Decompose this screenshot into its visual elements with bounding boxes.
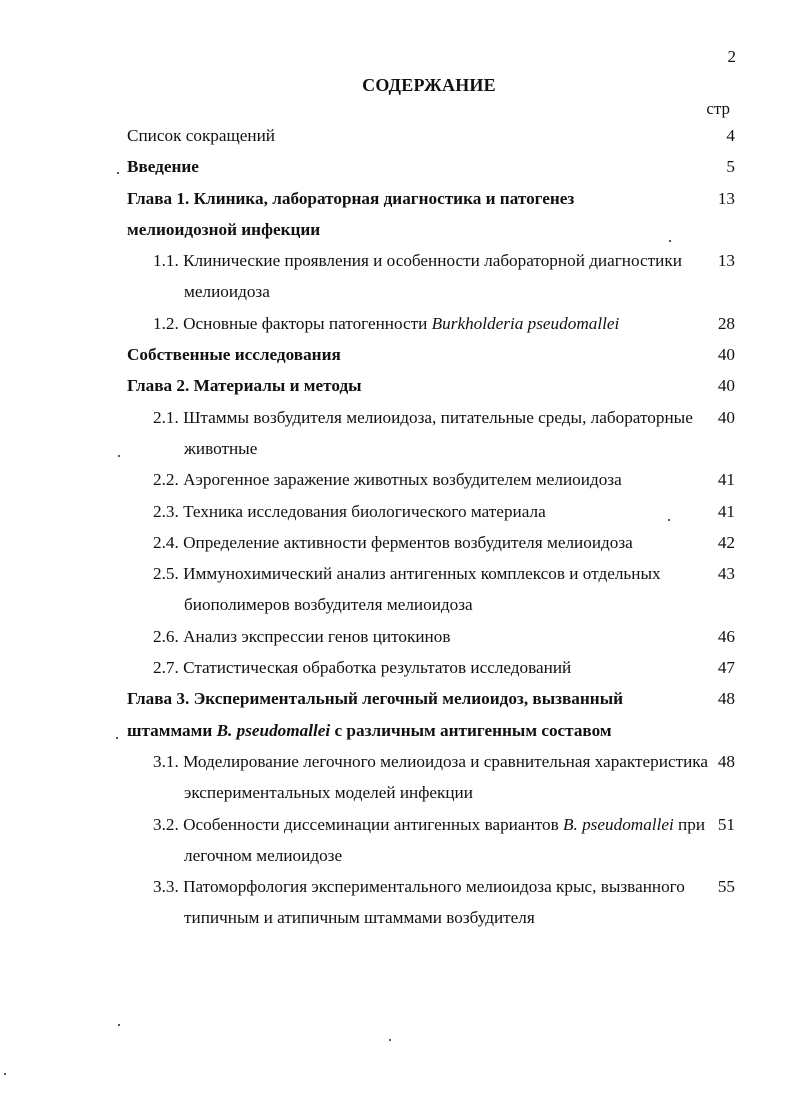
scan-speck (118, 1024, 120, 1026)
toc-entry[interactable] (0, 621, 791, 652)
toc-entry-text: 2.7. Статистическая обработка результатов исследований (153, 658, 572, 678)
toc-entry-text: 2.3. Техника исследования биологического материала (153, 501, 546, 521)
toc-entry-page: 4 (726, 126, 735, 145)
toc-entry-page: 48 (717, 751, 735, 771)
toc-entry[interactable] (0, 652, 791, 683)
toc-entry-text: 1.2. Основные факторы патогенности Burkholderia pseudomallei (153, 313, 620, 333)
toc-entry-text: 2.5. Иммунохимический анализ антигенных комплексов и отдельных биополимеров возбудителя мелиоидоза (153, 564, 661, 615)
scan-speck (669, 240, 671, 242)
toc-entry[interactable] (0, 308, 791, 339)
toc-entry-text: Глава 2. Материалы и методы (127, 376, 362, 396)
scan-speck (389, 1039, 391, 1041)
toc-entry-text: Список сокращений (127, 126, 275, 145)
toc-entry-page: 28 (717, 313, 735, 333)
page-number: 2 (727, 47, 736, 66)
toc-entry-text: 2.1. Штаммы возбудителя мелиоидоза, питательные среды, лабораторные животные (153, 407, 693, 458)
scan-speck (668, 519, 670, 521)
toc-entry-page: 41 (717, 470, 735, 490)
toc-entry-text: Собственные исследования (127, 345, 341, 365)
toc-entry[interactable] (0, 151, 791, 182)
toc-entry-text: 3.3. Патоморфология экспериментального мелиоидоза крыс, вызванного типичным и атипичным штаммами возбудителя (153, 877, 685, 928)
toc-entry-page: 43 (717, 564, 735, 584)
toc-entry-page: 55 (717, 877, 735, 897)
toc-entry-page: 48 (717, 689, 735, 709)
toc-entry[interactable] (0, 120, 791, 151)
toc-entry[interactable] (0, 370, 791, 401)
toc-entry[interactable] (0, 558, 791, 621)
toc-entry[interactable] (0, 339, 791, 370)
toc-entry[interactable] (0, 527, 791, 558)
toc-entry-page: 40 (717, 376, 735, 396)
toc-entry[interactable] (0, 496, 791, 527)
scan-speck (116, 737, 118, 739)
toc-entry-text: 3.1. Моделирование легочного мелиоидоза и сравнительная характеристика экспериментальных моделей инфекции (153, 751, 709, 803)
toc-entry-page: 47 (717, 658, 735, 678)
toc-entry[interactable] (0, 809, 791, 872)
toc-entry-text: 1.1. Клинические проявления и особенности лабораторной диагностики мелиоидоза (153, 251, 682, 302)
toc-entry[interactable] (0, 683, 791, 746)
toc-entry-page: 40 (717, 345, 735, 365)
toc-entry-text: Глава 1. Клиника, лабораторная диагностика и патогенез мелиоидозной инфекции (127, 188, 575, 239)
toc-entry[interactable] (0, 464, 791, 495)
toc-entry[interactable] (0, 183, 791, 246)
toc-entry-page: 40 (717, 407, 735, 427)
toc-entry-page: 42 (717, 532, 735, 552)
toc-entry-page: 51 (717, 814, 735, 834)
toc-list (0, 120, 791, 934)
toc-entry-page: 5 (726, 157, 735, 177)
toc-entry-page: 13 (717, 251, 735, 271)
toc-entry[interactable] (0, 871, 791, 934)
toc-entry-text: 2.2. Аэрогенное заражение животных возбудителем мелиоидоза (153, 470, 622, 490)
scan-speck (117, 172, 119, 174)
toc-entry-text: 2.6. Анализ экспрессии генов цитокинов (153, 626, 451, 646)
toc-entry-page: 41 (717, 501, 735, 521)
scan-speck (4, 1073, 6, 1075)
toc-entry-page: 46 (717, 626, 735, 646)
toc-title: СОДЕРЖАНИЕ (362, 75, 496, 95)
page-column-header: стр (706, 99, 730, 118)
toc-entry-page: 13 (717, 188, 735, 208)
toc-entry[interactable] (0, 245, 791, 308)
scan-speck (118, 455, 120, 457)
toc-entry[interactable] (0, 746, 791, 809)
toc-entry-text: Глава 3. Экспериментальный легочный мелиоидоз, вызванный штаммами B. pseudomallei с различным антигенным составом (127, 689, 624, 740)
toc-entry-text: 3.2. Особенности диссеминации антигенных вариантов B. pseudomallei при легочном мелиоидозе (153, 814, 706, 865)
toc-entry-text: 2.4. Определение активности ферментов возбудителя мелиоидоза (153, 532, 633, 552)
toc-entry-text: Введение (127, 157, 199, 177)
